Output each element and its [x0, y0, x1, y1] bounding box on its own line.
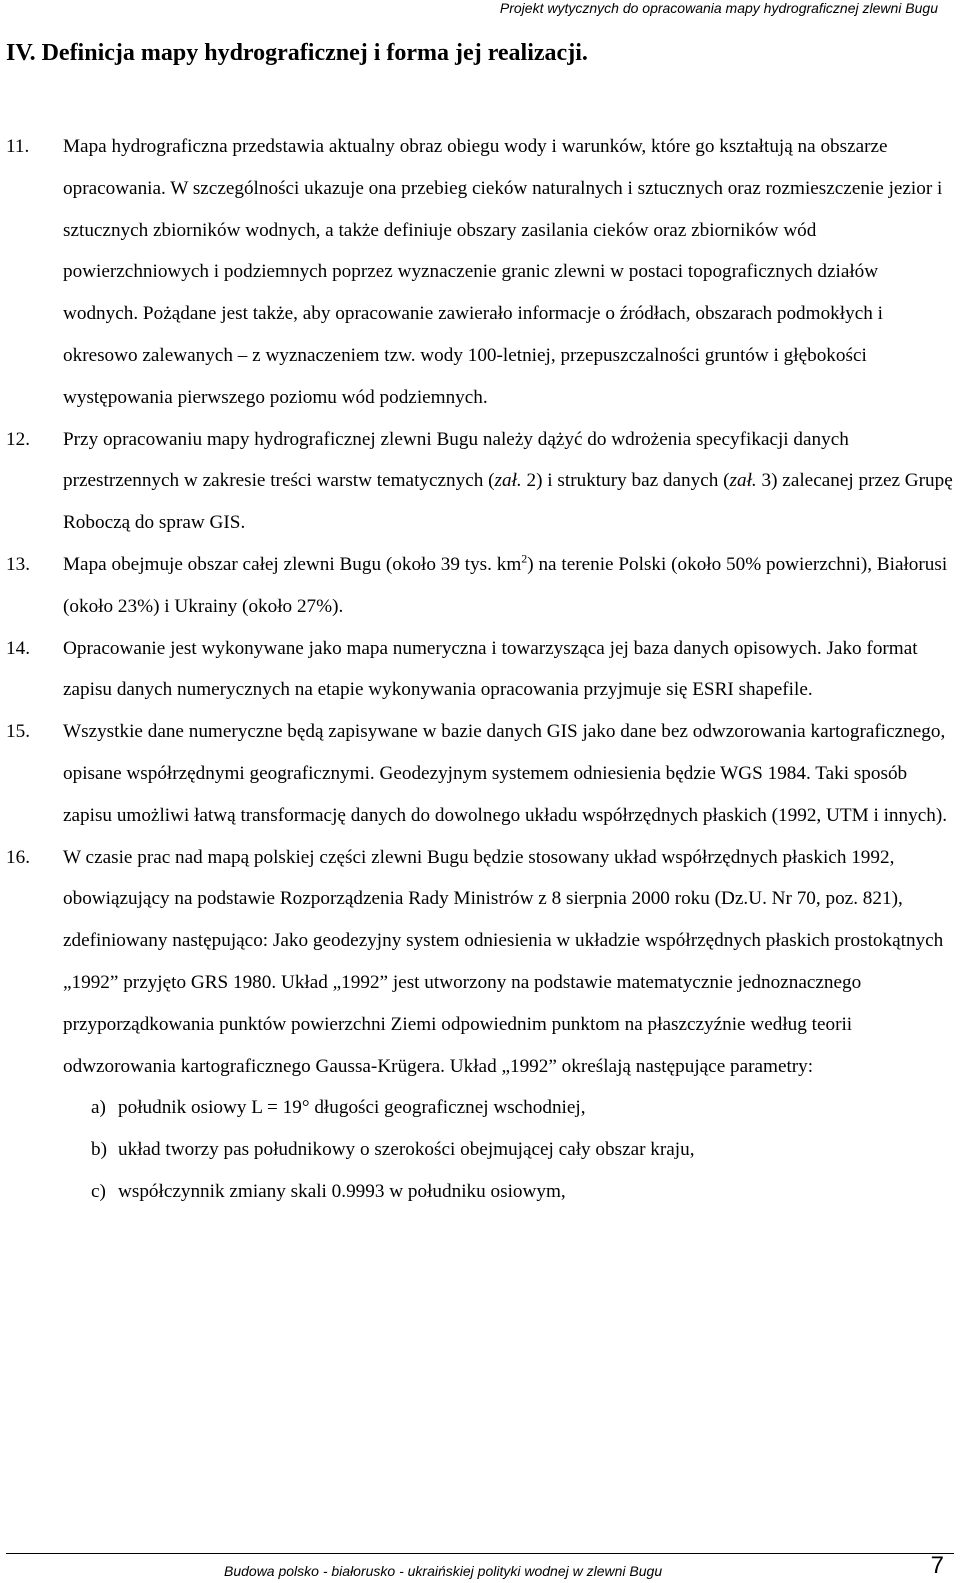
paragraph-text: 3) zalecanej przez Grupę Roboczą do spraw GIS. — [63, 470, 953, 534]
paragraph-text: 2) i struktury baz danych ( — [521, 470, 730, 492]
sub-item-letter: b) — [91, 1139, 107, 1161]
footer-divider — [6, 1553, 954, 1554]
paragraph-13 — [6, 544, 954, 628]
sub-item-b — [6, 1129, 954, 1171]
sub-item-text: współczynnik zmiany skali 0.9993 w południku osiowym, — [118, 1180, 566, 1202]
sub-item-text: układ tworzy pas południkowy o szerokości obejmującej cały obszar kraju, — [118, 1139, 695, 1161]
superscript: 2 — [521, 551, 528, 566]
paragraph-text: Mapa obejmuje obszar całej zlewni Bugu (około 39 tys. km — [63, 553, 522, 575]
paragraph-number: 11. — [6, 136, 30, 157]
paragraph-16 — [6, 837, 954, 1088]
paragraph-number: 15. — [6, 721, 30, 743]
paragraph-number: 16. — [6, 846, 30, 868]
sub-item-text: południk osiowy L = 19° długości geograficznej wschodniej, — [118, 1097, 586, 1119]
page-number: 7 — [930, 1552, 944, 1579]
paragraph-15 — [6, 711, 954, 836]
sub-item-c — [6, 1171, 954, 1213]
paragraph-number: 12. — [6, 428, 30, 450]
sub-item-a — [6, 1087, 954, 1129]
section-heading: IV. Definicja mapy hydrograficznej i forma jej realizacji. — [6, 40, 588, 66]
paragraph-text: Przy opracowaniu mapy hydrograficznej zlewni Bugu należy dążyć do wdrożenia specyfikacji danych przestrzennych w zakresie treści warstw tematycznych ( — [63, 428, 849, 492]
paragraph-12 — [6, 419, 954, 544]
paragraph-number: 13. — [6, 553, 30, 575]
paragraph-text: W czasie prac nad mapą polskiej części zlewni Bugu będzie stosowany układ współrzędnych płaskich 1992, obowiązujący na podstawie Rozporządzenia Rady Ministrów z 8 sierpnia 2000 roku (Dz.U. Nr 70, poz. 821), zdefiniowany następująco: Jako geodezyjny system odniesienia w układzie współrzędnych płaskich prostokątnych „1992” przyjęto GRS 1980. Układ „1992” jest utworzony na podstawie matematycznie jednoznacznego przyporządkowania punktów powierzchni Ziemi odpowiednim punktom na płaszczyźnie według teorii odwzorowania kartograficznego Gaussa-Krügera. Układ „1992” określają następujące parametry: — [63, 846, 944, 1077]
appendix-ref: zał. — [729, 470, 757, 492]
paragraph-text: Wszystkie dane numeryczne będą zapisywane w bazie danych GIS jako dane bez odwzorowania kartograficznego, opisane współrzędnymi geograficznymi. Geodezyjnym systemem odniesienia będzie WGS 1984. Taki sposób zapisu umożliwi łatwą transformację danych do dowolnego układu współrzędnych płaskich (1992, UTM i innych). — [63, 721, 948, 826]
appendix-ref: zał. — [494, 470, 522, 492]
sub-item-letter: a) — [91, 1097, 106, 1119]
sub-item-letter: c) — [91, 1180, 106, 1202]
document-body — [6, 126, 954, 1213]
paragraph-11 — [6, 126, 954, 419]
paragraph-text: Mapa hydrograficzna przedstawia aktualny obraz obiegu wody i warunków, które go kształtują na obszarze opracowania. W szczególności ukazuje ona przebieg cieków naturalnych i sztucznych oraz rozmieszczenie jezior i sztucznych zbiorników wodnych, a także definiuje obszary zasilania cieków oraz zbiorników wód powierzchniowych i podziemnych poprzez wyznaczenie granic zlewni w postaci topograficznych działów wodnych. Pożądane jest także, aby opracowanie zawierało informacje o źródłach, obszarach podmokłych i okresowo zalewanych – z wyznaczeniem tzw. wody 100-letniej, przepuszczalności gruntów i głębokości występowania pierwszego poziomu wód podziemnych. — [63, 136, 943, 408]
paragraph-text: ) na terenie Polski (około 50% powierzchni), Białorusi (około 23%) i Ukrainy (około 27%). — [63, 553, 948, 617]
page-footer: Budowa polsko - białorusko - ukraińskiej polityki wodnej w zlewni Bugu — [224, 1563, 663, 1579]
paragraph-text: Opracowanie jest wykonywane jako mapa numeryczna i towarzysząca jej baza danych opisowych. Jako format zapisu danych numerycznych na etapie wykonywania opracowania przyjmuje się ESRI shapefile. — [63, 637, 918, 701]
paragraph-14 — [6, 628, 954, 712]
paragraph-number: 14. — [6, 637, 30, 659]
page-header: Projekt wytycznych do opracowania mapy hydrograficznej zlewni Bugu — [499, 0, 938, 16]
